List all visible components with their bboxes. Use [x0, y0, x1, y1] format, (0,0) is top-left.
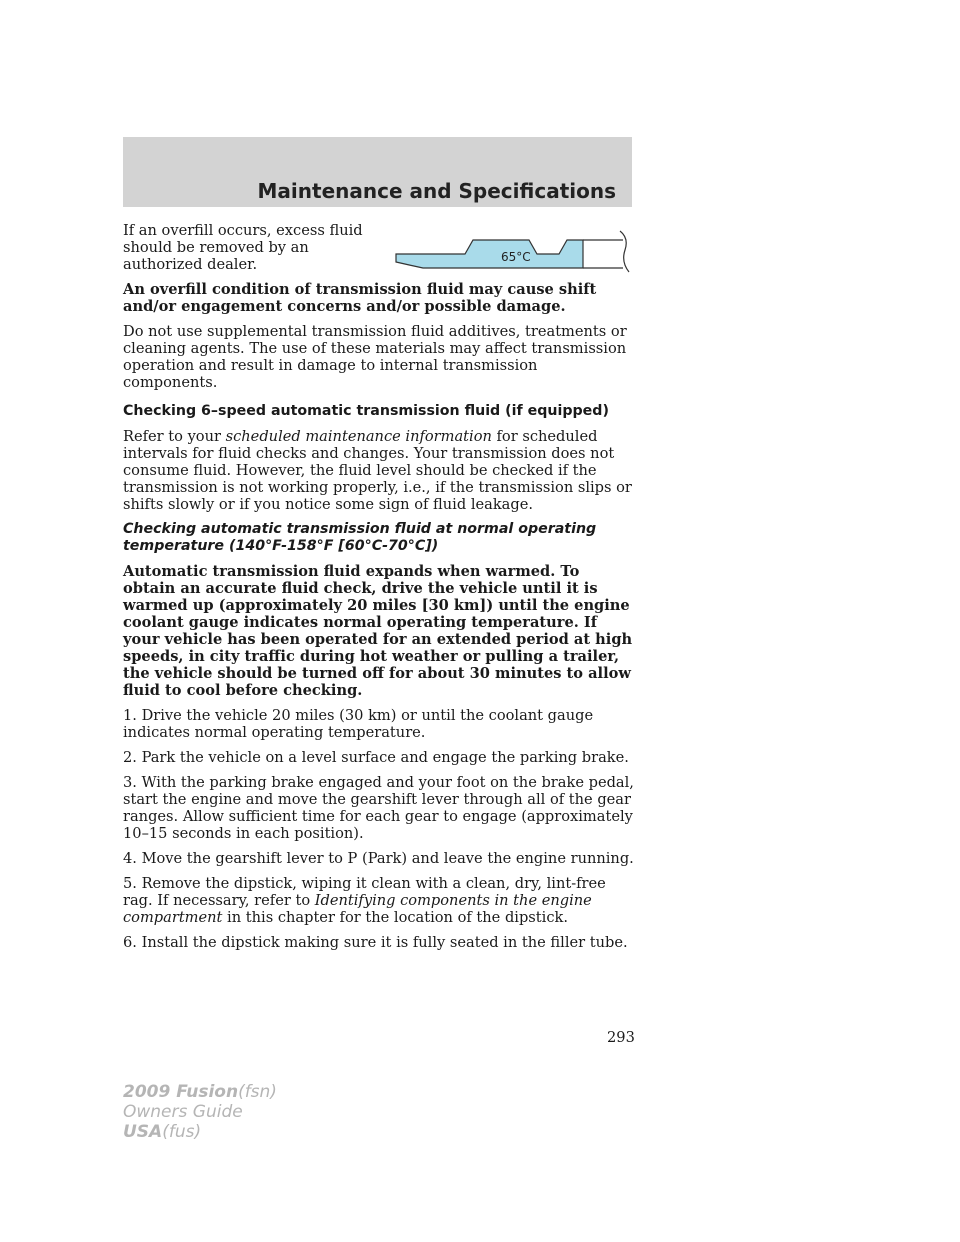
footer-line-1	[123, 1082, 277, 1102]
overfill-paragraph: If an overfill occurs, excess fluid should be removed by an authorized dealer.	[123, 222, 363, 273]
subheading: Checking automatic transmission fluid at normal operating temperature (140°F-158°F [60°C-70°C])	[123, 521, 597, 554]
step-3: 3. With the parking brake engaged and your foot on the brake pedal, start the engine and move the gearshift lever through all of the gear ranges. Allow sufficient time for each gear to engage (approximately 10–15 seconds in each position).	[123, 774, 634, 842]
refer-text-start: Refer to your	[123, 428, 226, 445]
footer	[123, 1082, 277, 1142]
section-heading: Checking 6–speed automatic transmission fluid (if equipped)	[123, 403, 609, 419]
maintenance-info-reference: scheduled maintenance information	[225, 428, 492, 445]
step-2: 2. Park the vehicle on a level surface and engage the parking brake.	[123, 749, 629, 766]
section-title: Maintenance and Specifications	[257, 179, 616, 203]
page-number: 293	[607, 1029, 635, 1046]
temperature-label: 65°C	[501, 250, 531, 264]
additives-paragraph: Do not use supplemental transmission fluid additives, treatments or cleaning agents. The use of these materials may affect transmission operation and result in damage to internal transmission components.	[123, 323, 627, 391]
footer-line-2: Owners Guide	[123, 1102, 243, 1122]
footer-market-code: (fus)	[162, 1122, 202, 1142]
footer-market: USA	[123, 1122, 163, 1142]
warm-fluid-paragraph: Automatic transmission fluid expands when warmed. To obtain an accurate fluid check, drive the vehicle until it is warmed up (approximately 20 miles [30 km]) until the engine coolant gauge indicates normal operating temperature. If your vehicle has been operated for an extended period at high speeds, in city traffic during hot weather or pulling a trailer, the vehicle should be turned off for about 30 minutes to allow fluid to cool before checking.	[123, 563, 633, 699]
step-5-start: 5. Remove the dipstick, wiping it clean with a clean, dry, lint-free rag. If necessary, refer to	[123, 875, 606, 909]
step-1: 1. Drive the vehicle 20 miles (30 km) or until the coolant gauge indicates normal operating temperature.	[123, 707, 594, 741]
step-6: 6. Install the dipstick making sure it is fully seated in the filler tube.	[123, 934, 628, 951]
header-band	[123, 137, 632, 207]
refer-text-end: for scheduled intervals for fluid checks and changes. Your transmission does not consume fluid. However, the fluid level should be checked if the transmission is not working properly, i.e., if the transmission slips or shifts slowly or if you notice some sign of fluid leakage.	[123, 428, 632, 513]
step-5-end: in this chapter for the location of the dipstick.	[222, 909, 568, 926]
step-5	[123, 875, 635, 926]
footer-line-3	[123, 1122, 277, 1142]
refer-paragraph	[123, 428, 635, 513]
overfill-warning: An overfill condition of transmission fluid may cause shift and/or engagement concerns and/or possible damage.	[123, 281, 597, 315]
step-4: 4. Move the gearshift lever to P (Park) and leave the engine running.	[123, 850, 634, 867]
engine-compartment-reference: Identifying components in the engine compartment	[123, 892, 592, 926]
footer-model: 2009 Fusion	[123, 1082, 239, 1102]
footer-model-code: (fsn)	[238, 1082, 277, 1102]
page-content	[123, 222, 635, 959]
